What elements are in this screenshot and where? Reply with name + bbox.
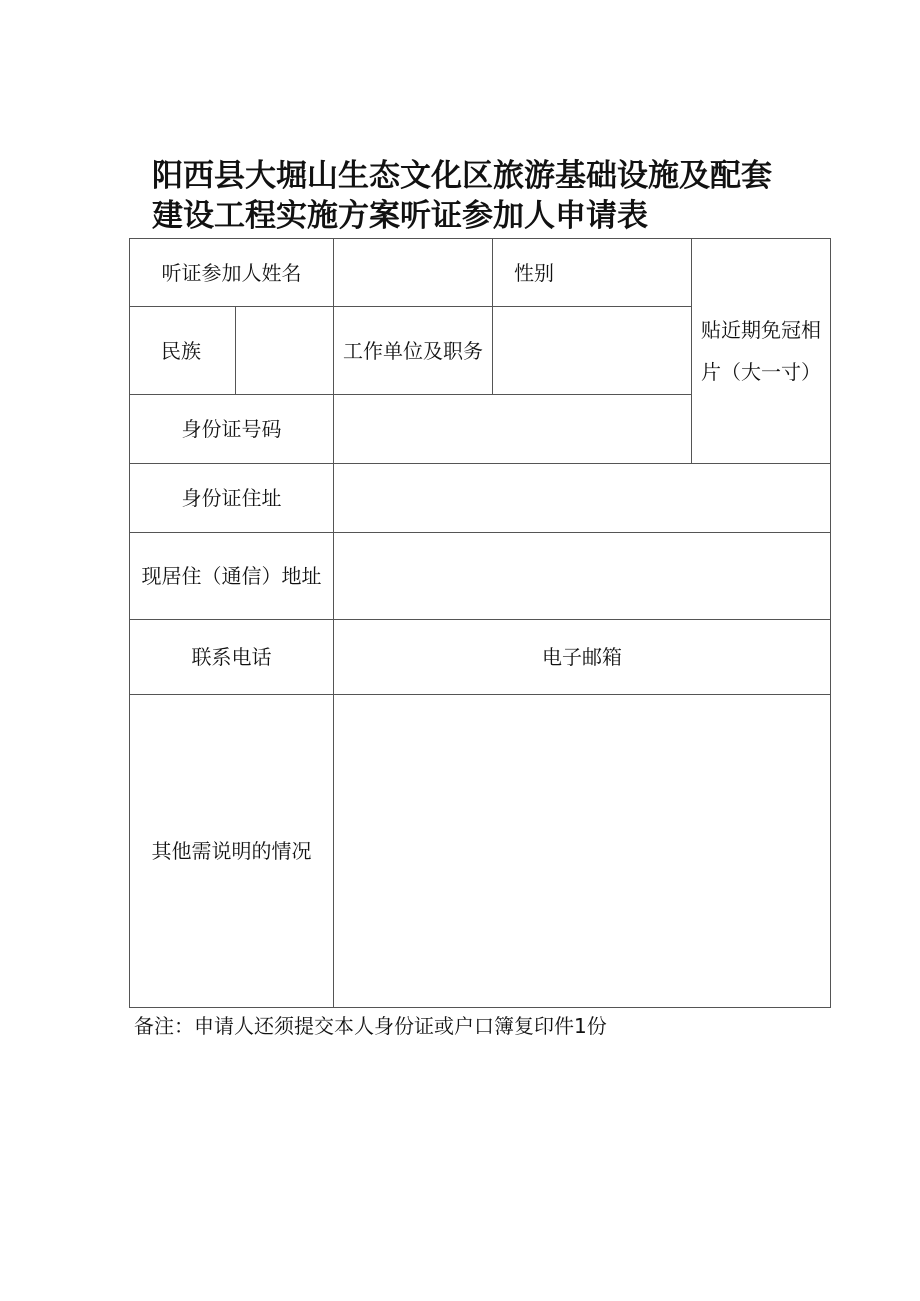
gender-label: 性别 <box>514 260 554 285</box>
title-line-2: 建设工程实施方案听证参加人申请表 <box>152 198 648 234</box>
id-number-field[interactable] <box>334 395 691 463</box>
ethnicity-field[interactable] <box>236 307 333 394</box>
current-address-label: 现居住（通信）地址 <box>141 564 322 588</box>
phone-label: 联系电话 <box>191 645 272 669</box>
name-field[interactable] <box>334 239 492 306</box>
application-form-table <box>129 238 831 1008</box>
title-line-1: 阳西县大堀山生态文化区旅游基础设施及配套 <box>152 158 772 194</box>
ethnicity-label: 民族 <box>161 338 201 363</box>
workplace-label: 工作单位及职务 <box>343 338 483 363</box>
id-address-field[interactable] <box>334 464 830 532</box>
id-number-label: 身份证号码 <box>181 417 282 441</box>
footnote: 备注：申请人还须提交本人身份证或户口簿复印件1份 <box>134 1014 607 1038</box>
other-info-field[interactable] <box>334 695 830 1007</box>
id-address-label: 身份证住址 <box>181 486 282 510</box>
page-title <box>152 156 852 236</box>
current-address-field[interactable] <box>334 533 830 619</box>
photo-placeholder[interactable]: 贴近期免冠相片（大一寸） <box>701 318 821 384</box>
workplace-field[interactable] <box>493 307 691 394</box>
other-info-label: 其他需说明的情况 <box>151 839 312 863</box>
name-label: 听证参加人姓名 <box>161 260 302 285</box>
email-label: 电子邮箱 <box>542 645 622 669</box>
